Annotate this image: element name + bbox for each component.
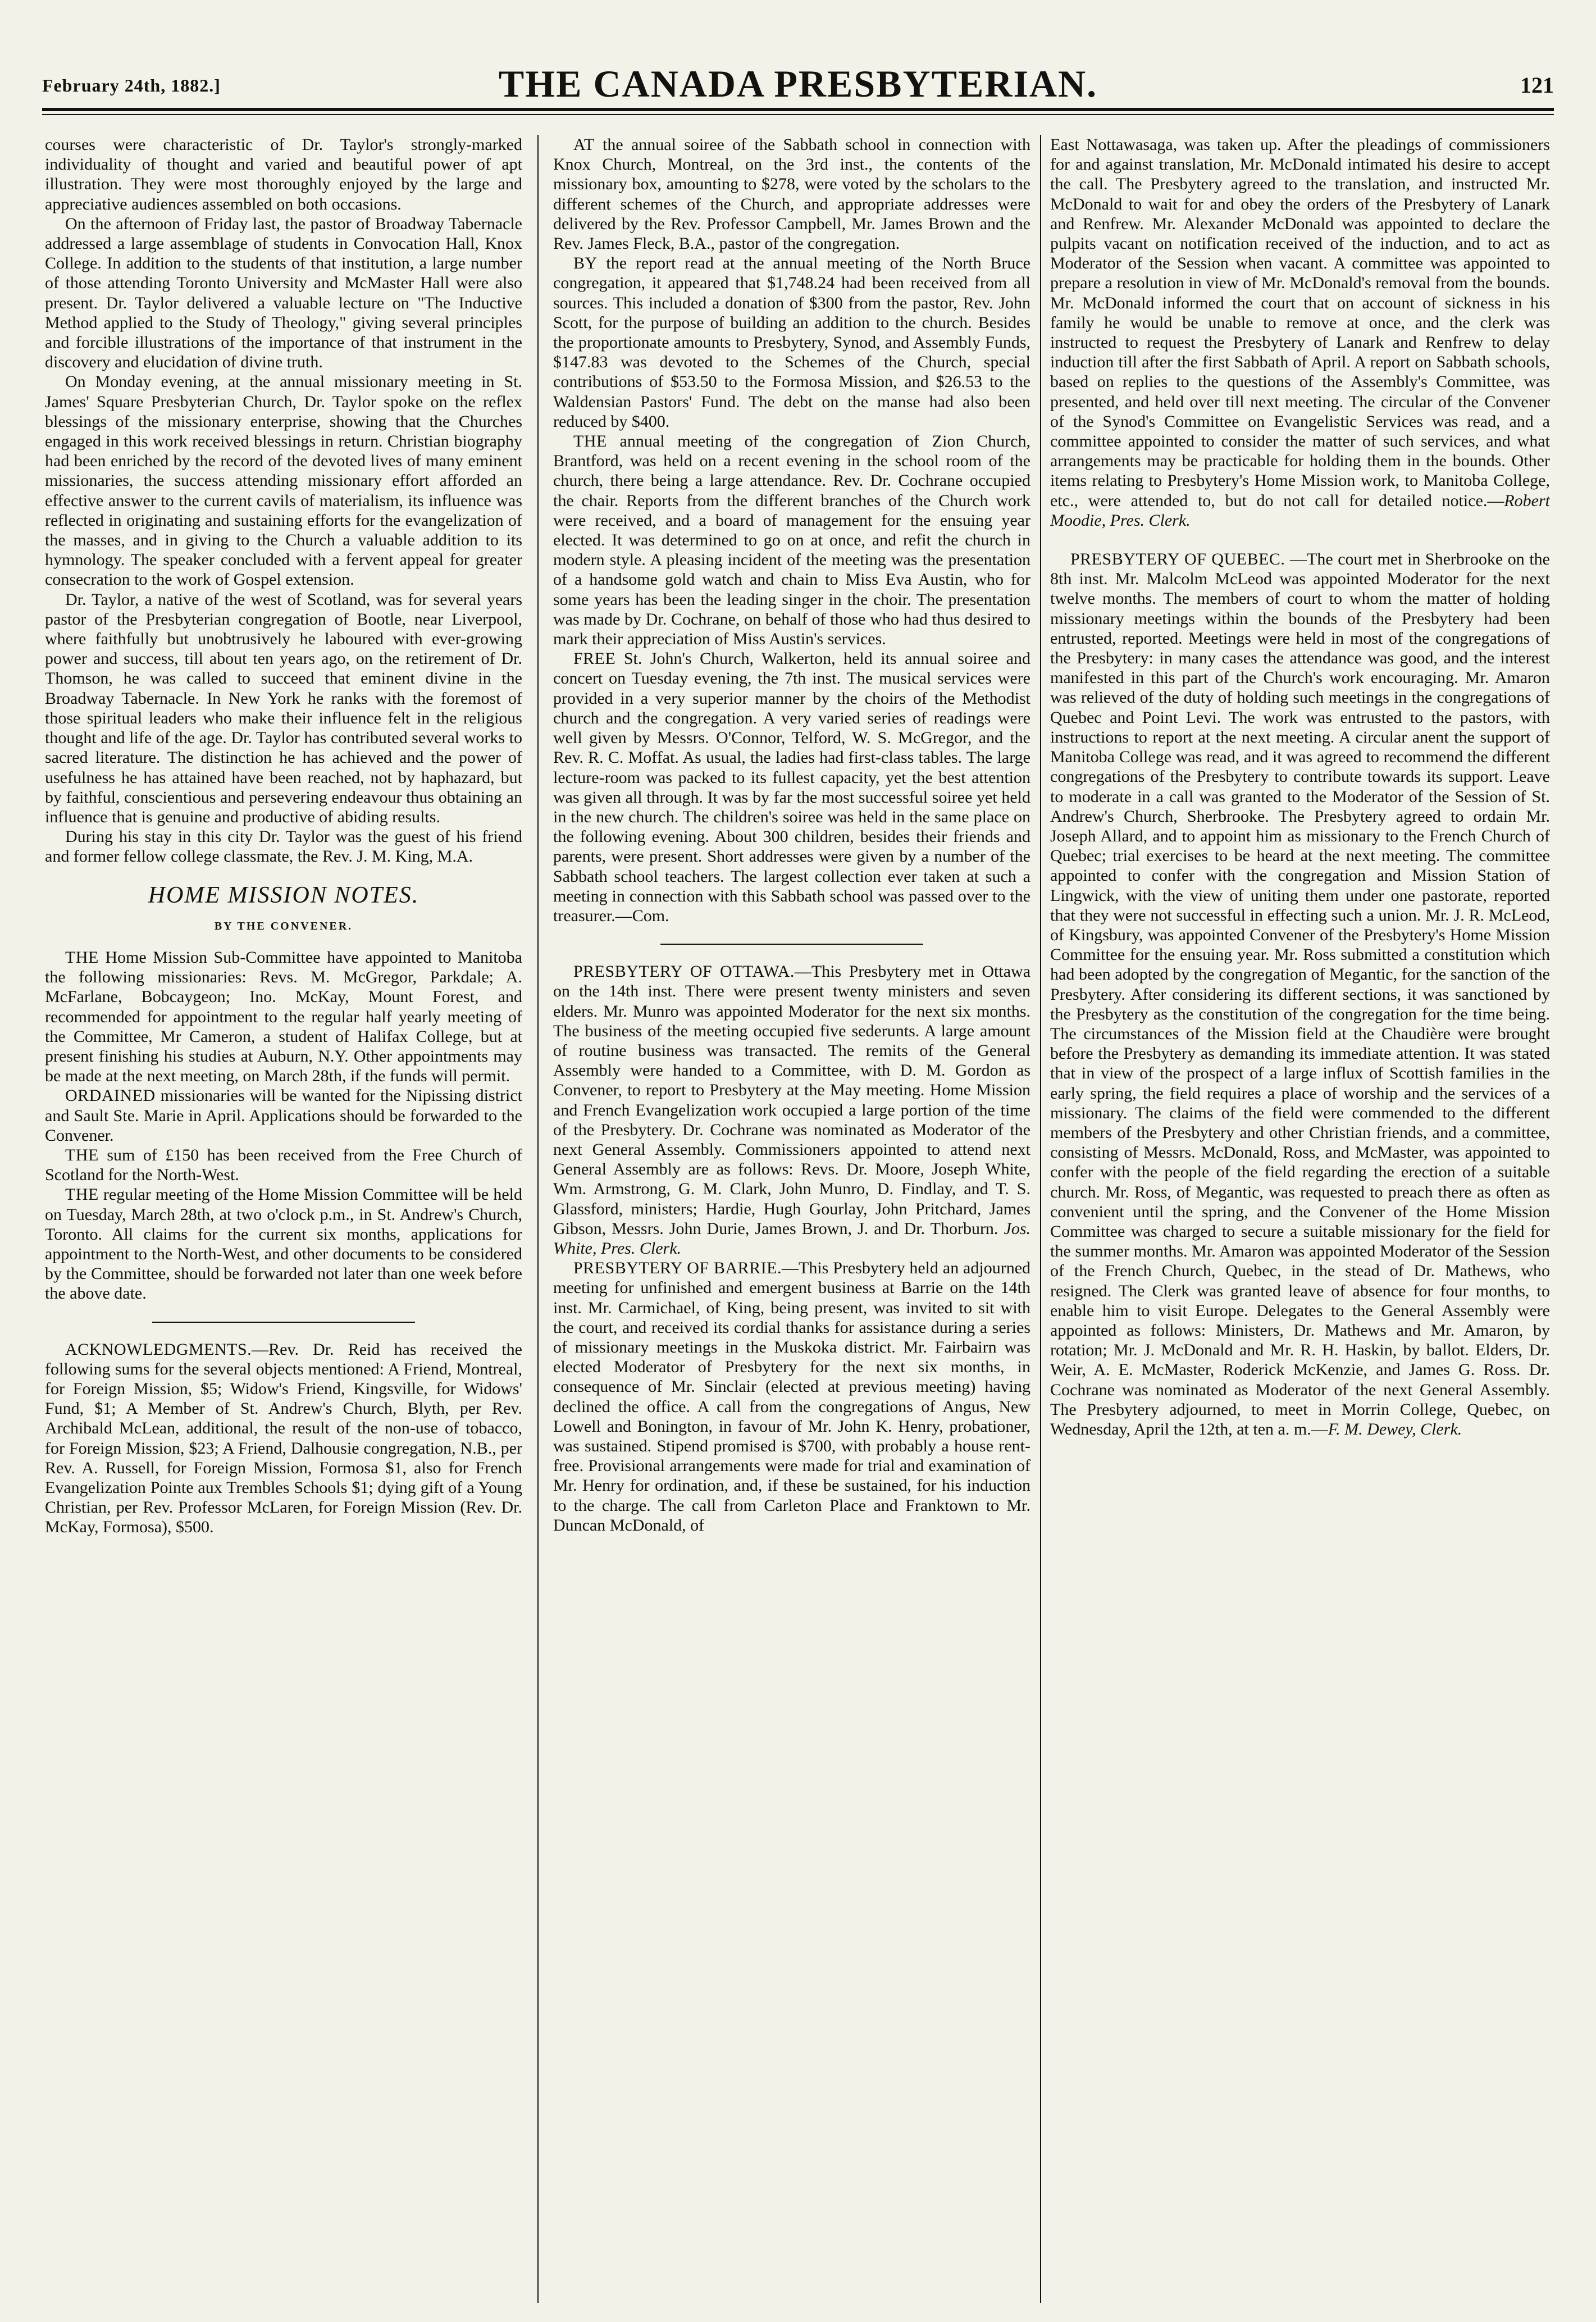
item-lead: THE [573,432,607,451]
item-signature: Jos. White, Pres. Clerk. [553,1219,1030,1258]
item-text: Home Mission Sub-Committee have appointed to Manitoba the following missionaries: Revs. M. McGregor, Parkdale; A. McFarlane, Bobcaygeon; Ino. McKay, Mount Forest, and recommended for appointment to the regular half yearly meeting of the Committee, Mr Cameron, a student of Halifax College, but at present finishing his studies at Auburn, N.Y. Other appointments may be made at the next meeting, on March 28th, if the funds will permit. [45,948,522,1086]
article-continuation [1050,135,1550,530]
item-signature: F. M. Dewey, Clerk. [1328,1420,1462,1438]
news-item [45,1145,522,1185]
article-paragraph: courses were characteristic of Dr. Taylor's strongly-marked individuality of thought and varied and beautiful power of apt illustration. They were most thoroughly enjoyed by the large and appreciative audiences assembled on both occasions. [45,135,522,213]
item-text: the report read at the annual meeting of the North Bruce congregation, it appeared that $1,748.24 had been received from all sources. This included a donation of $300 from the pastor, Rev. John Scott, for the purpose of building an addition to the church. Besides the proportionate amounts to Presbytery, Synod, and Assembly Funds, $147.83 was devoted to the Schemes of the Church, special contributions of $53.50 to the Formosa Mission, and $26.53 to the Waldensian Pastors' Fund. The debt on the manse had also been reduced by $400. [553,254,1030,431]
page-number: 121 [1520,72,1554,98]
issue-date: February 24th, 1882.] [42,75,221,95]
section-separator [152,1322,415,1323]
item-text: —Rev. Dr. Reid has received the following sums for the several objects mentioned: A Friend, Montreal, for Foreign Mission, $5; Widow's Friend, Kingsville, for Widows' Fund, $1; A Member of St. Andrew's Church, Blyth, per Rev. Archibald McLean, additional, the result of the non-use of tobacco, for Foreign Mission, $23; A Friend, Dalhousie congregation, N.B., per Rev. A. Russell, for Foreign Mission, Formosa $1, also for French Evangelization Pointe aux Trembles Schools $1; dying gift of a Young Christian, per Rev. Professor McLaren, for Foreign Mission (Rev. Dr. McKay, Formosa), $500. [45,1340,522,1537]
news-item [45,1086,522,1145]
item-text: St. John's Church, Walkerton, held its annual soiree and concert on Tuesday evening, the 7th inst. The musical services were provided in a very superior manner by the choirs of the Methodist church and the congregation. A very varied series of readings were well given by Messrs. O'Connor, Telford, W. S. McGregor, and the Rev. R. C. Moffat. As usual, the ladies had first-class tables. The large lecture-room was packed to its fullest capacity, yet the best attention was given all through. It was by far the most successful soiree yet held in the new church. The children's soiree was held in the same place on the following evening. About 300 children, besides their friends and parents, were present. Short addresses were given by a number of the Sabbath school teachers. The largest collection ever taken at such a meeting in connection with this Sabbath school was passed over to the treasurer.—Com. [553,649,1030,925]
news-item [45,948,522,1086]
section-title-home-mission-notes: HOME MISSION NOTES. [148,882,419,908]
item-lead: THE [65,1185,99,1204]
item-signature: Robert Moodie, Pres. Clerk. [1050,491,1550,530]
article-paragraph: Dr. Taylor, a native of the west of Scotland, was for several years pastor of the Presbyterian congregation of Bootle, near Liverpool, where faithfully but unobtrusively he laboured with ever-growing power and success, till about ten years ago, on the retirement of Dr. Thomson, he was called to succeed that eminent divine in the Broadway Tabernacle. In New York he ranks with the foremost of those spiritual leaders who make their influence felt in the religious thought and life of the age. Dr. Taylor has contributed several works to sacred literature. The distinction he has achieved and the power of usefulness he has attained have been reached, not by haphazard, but by faithful, conscientious and persevering endeavour thus obtaining an influence that is genuine and productive of abiding results. [45,590,522,826]
item-lead: BY [573,254,598,273]
item-lead: PRESBYTERY OF BARRIE. [573,1259,782,1278]
item-lead: THE [65,1145,99,1164]
news-item-acknowledgments [45,1340,522,1537]
section-separator [660,944,923,945]
item-text: —This Presbytery held an adjourned meeting for unfinished and emergent business at Barrie on the 14th inst. Mr. Carmichael, of King, being present, was invited to sit with the court, and received its cordial thanks for assistance during a series of missionary meetings in the Muskoka district. Mr. Fairbairn was elected Moderator of Presbytery for the next six months, in consequence of Mr. Sinclair (elected at previous meeting) having declined the office. A call from the congregations of Angus, New Lowell and Bonington, in favour of Mr. John K. Henry, probationer, was sustained. Stipend promised is $700, with probably a house rent-free. Provisional arrangements were made for trial and examination of Mr. Henry for ordination, and, if these be sustained, for his induction to the charge. The call from Carleton Place and Franktown to Mr. Duncan McDonald, of [553,1259,1030,1535]
item-text: —This Presbytery met in Ottawa on the 14th inst. There were present twenty ministers and seven elders. Mr. Munro was appointed Moderator for the next six months. The business of the meeting occupied five sederunts. A large amount of routine business was transacted. The remits of the General Assembly were handed to a Committee, with D. M. Gordon as Convener, to report to Presbytery at the May meeting. Home Mission and French Evangelization work occupied a large portion of the time of the Presbytery. Dr. Cochrane was nominated as Moderator of the next General Assembly. Commissioners appointed to attend next General Assembly are as follows: Revs. Dr. Moore, Joseph White, Wm. Armstrong, G. M. Clark, John Munro, D. Findlay, and T. S. Glassford, ministers; Hardie, Hugh Gourlay, John Pritchard, James Gibson, Messrs. John Durie, James Brown, J. and Dr. Thorburn. [553,962,1030,1238]
item-lead: AT [573,135,595,154]
section-byline: BY THE CONVENER. [214,919,353,932]
news-item-presbytery-ottawa [553,962,1030,1258]
article-paragraph: On Monday evening, at the annual missionary meeting in St. James' Square Presbyterian Church, Dr. Taylor spoke on the reflex blessings of the missionary enterprise, showing that the Churches engaged in this work received blessings in return. Christian biography had been enriched by the record of the devoted lives of many eminent missionaries, the success attending missionary effort afforded an effective answer to the current cavils of materialism, its influence was reflected in originating and sustaining efforts for the evangelization of the masses, and in giving to the Church a valuable addition to its hymnology. The speaker concluded with a fervent appeal for greater consecration to the work of Gospel extension. [45,372,522,589]
item-text: regular meeting of the Home Mission Committee will be held on Tuesday, March 28th, at two o'clock p.m., in St. Andrew's Church, Toronto. All claims for the current six months, applications for appointment to the North-West, and other documents to be considered by the Committee, should be forwarded not later than one week before the above date. [45,1185,522,1303]
item-text: East Nottawasaga, was taken up. After the pleadings of commissioners for and against translation, Mr. McDonald intimated his desire to accept the call. The Presbytery agreed to the translation, and instructed Mr. McDonald to wait for and obey the orders of the Presbytery of Lanark and Renfrew. Mr. Alexander McDonald was appointed to declare the pulpits vacant on notification received of the induction, and to act as Moderator of the Session when vacant. A committee was appointed to prepare a resolution in view of Mr. McDonald's removal from the bounds. Mr. McDonald informed the court that on account of sickness in his family he would be unable to remove at once, and the clerk was instructed to request the Presbytery of Lanark and Renfrew to delay induction till after the first Sabbath of April. A report on Sabbath schools, based on replies to the questions of the Assembly's Committee, was presented, and held over till next meeting. The circular of the Convener of the Synod's Committee on Evangelistic Services was read, and a committee appointed to consider the matter of such services, and what arrangements may be practicable for holding them in the bounds. Other items relating to Presbytery's Home Mission work, to Manitoba College, etc., were attended to, but do not call for detailed notice.— [1050,135,1550,510]
item-lead: FREE [573,649,616,668]
item-text: the annual soiree of the Sabbath school in connection with Knox Church, Montreal, on the 3rd inst., the contents of the missionary box, amounting to $278, were voted by the scholars to the different schemes of the Church, and appropriate addresses were delivered by the Rev. Professor Campbell, Mr. James Brown and the Rev. James Fleck, B.A., pastor of the congregation. [553,135,1030,253]
item-text: annual meeting of the congregation of Zion Church, Brantford, was held on a recent evening in the school room of the church, there being a large attendance. Rev. Dr. Cochrane occupied the chair. Reports from the different branches of the Church work were received, and a board of management for the ensuing year elected. It was determined to go on at once, and refit the church in modern style. A pleasing incident of the meeting was the presentation of a handsome gold watch and chain to Miss Eva Austin, who for some years has been the leading singer in the choir. The presentation was made by Dr. Cochrane, on behalf of those who had thus desired to mark their appreciation of Miss Austin's services. [553,432,1030,649]
item-text: sum of £150 has been received from the Free Church of Scotland for the North-West. [45,1145,522,1185]
item-lead: PRESBYTERY OF QUEBEC. [1070,550,1285,569]
news-item-presbytery-quebec [1050,549,1550,1439]
news-item-presbytery-barrie [553,1258,1030,1535]
item-lead: THE [65,948,99,967]
item-lead: ORDAINED [65,1086,156,1105]
spacer [1050,530,1550,549]
item-text: —The court met in Sherbrooke on the 8th inst. Mr. Malcolm McLeod was appointed Moderator for the next twelve months. The members of court to whom the matter of holding missionary meetings within the bounds of the Presbytery had been entrusted, reported. Meetings were held in most of the congregations of the Presbytery: in many cases the attendance was good, and the interest manifested in this part of the Church's work encouraging. Mr. Amaron was relieved of the duty of holding such meetings in the congregations of Quebec and Point Levi. The work was entrusted to the pastors, with instructions to report at the next meeting. A circular anent the support of Manitoba College was read, and it was agreed to recommend the different congregations of the Presbytery to contribute towards its support. Leave to moderate in a call was granted to the Moderator of the Session of St. Andrew's Church, Sherbrooke. The Presbytery agreed to ordain Mr. Joseph Allard, and to appoint him as missionary to the French Church of Quebec; trial exercises to be heard at the next meeting. The committee appointed to confer with the congregation and Mission Station of Lingwick, with the view of uniting them under one pastorate, reported that they were not successful in effecting such a union. Mr. J. R. McLeod, of Kingsbury, was appointed Convener of the Presbytery's Home Mission Committee for the ensuing year. Mr. Ross submitted a constitution which had been adopted by the congregation of Megantic, for the sanction of the Presbytery. After considering its different sections, it was sanctioned by the Presbytery as the constitution of the congregation for the time being. The circumstances of the Mission field at the Chaudière were brought before the Presbytery as demanding its immediate attention. It was stated that in view of the prospect of a large influx of Scottish families in the early spring, the field requires a place of worship and the services of a missionary. The claims of the field were commended to the different members of the Presbytery and other Christian friends, and a committee, consisting of Messrs. McDonald, Ross, and McMaster, was appointed to confer with the people of the field regarding the erection of a suitable church. Mr. Ross, of Megantic, was requested to preach there as often as convenient until the spring, and the Convener of the Home Mission Committee was charged to secure a suitable missionary for the field for the summer months. Mr. Amaron was appointed Moderator of the Session of the French Church, Quebec, in the stead of Dr. Mathews, who resigned. The Clerk was granted leave of absence for four months, to enable him to visit Europe. Delegates to the General Assembly were appointed as follows: Ministers, Dr. Mathews and Mr. Amaron, by rotation; Mr. J. McDonald and Mr. R. H. Haskin, by ballot. Elders, Dr. Weir, A. E. McMaster, Roderick McKenzie, and James G. Ross. Dr. Cochrane was nominated as Moderator of the next General Assembly. The Presbytery adjourned, to meet in Morrin College, Quebec, on Wednesday, April the 12th, at ten a. m.— [1050,550,1550,1438]
column-rule-right [1040,135,1041,2303]
article-paragraph: On the afternoon of Friday last, the pastor of Broadway Tabernacle addressed a large assemblage of students in Convocation Hall, Knox College. In addition to the students of that institution, a large number of those attending Toronto University and McMaster Hall were also present. Dr. Taylor delivered a valuable lecture on "The Inductive Method applied to the Study of Theology," giving several principles and forcible illustrations of the importance of that instrument in the discovery and elucidation of divine truth. [45,214,522,372]
item-text: missionaries will be wanted for the Nipissing district and Sault Ste. Marie in April. Applications should be forwarded to the Convener. [45,1086,522,1145]
news-item [553,253,1030,431]
news-item [553,431,1030,649]
news-item [45,1185,522,1303]
news-item [553,135,1030,253]
item-lead: ACKNOWLEDGMENTS. [65,1340,252,1359]
item-lead: PRESBYTERY OF OTTAWA. [573,962,795,981]
masthead-title: THE CANADA PRESBYTERIAN. [498,62,1098,105]
article-paragraph: During his stay in this city Dr. Taylor was the guest of his friend and former fellow college classmate, the Rev. J. M. King, M.A. [45,827,522,866]
header-rule-thick [42,108,1554,111]
column-2 [553,135,1030,2303]
header-rule-thin [42,114,1554,115]
column-1 [45,135,522,2303]
column-3 [1050,135,1550,2303]
column-rule-left [537,135,539,2303]
news-item [553,649,1030,926]
